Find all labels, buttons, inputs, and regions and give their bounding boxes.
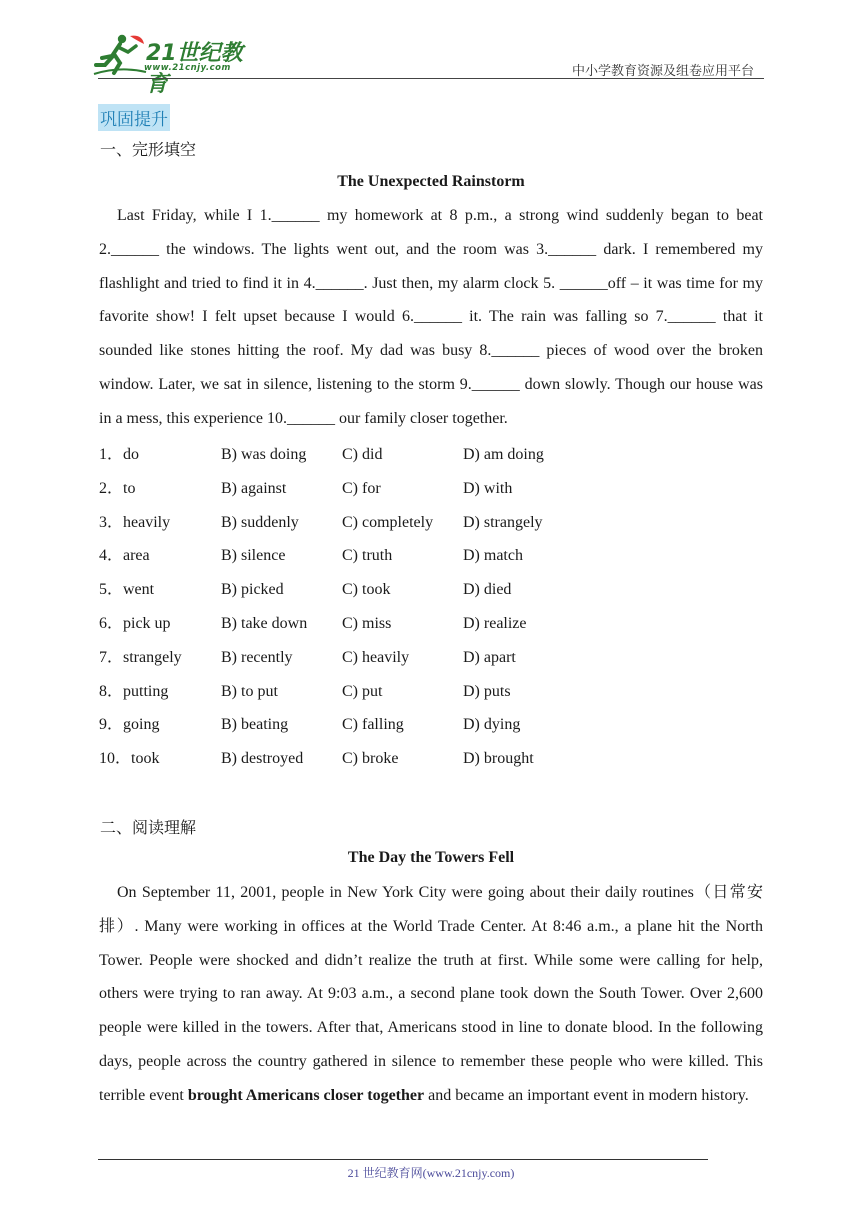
option-d: D) realize — [463, 614, 527, 632]
option-row — [99, 675, 659, 709]
option-row — [99, 472, 659, 506]
option-b: B) against — [221, 479, 287, 497]
part2-passage — [99, 876, 763, 1113]
page-footer: 21 世纪教育网(www.21cnjy.com) — [347, 1166, 515, 1180]
option-b: B) was doing — [221, 446, 307, 463]
page-header — [0, 0, 860, 97]
option-row — [99, 539, 659, 573]
reading-passage — [99, 876, 763, 1113]
site-logo — [92, 32, 262, 97]
option-d: D) strangely — [463, 513, 543, 531]
option-c: C) took — [342, 581, 391, 599]
option-d: D) puts — [463, 682, 511, 700]
option-b: B) recently — [221, 648, 293, 666]
option-d: D) brought — [463, 750, 534, 768]
option-row — [99, 708, 659, 742]
option-a: 2．to — [99, 479, 136, 497]
logo-text: 21世纪教育 — [146, 41, 243, 97]
option-a: 9．going — [99, 716, 160, 734]
option-b: B) destroyed — [221, 750, 304, 768]
option-a: 6．pick up — [99, 614, 171, 632]
passage-text-start: On September 11, 2001, people in New York City were going about their daily routines（日常安排）. Many were working in offices at the World Trade Center. At 8:46 a.m., a plane hit the North Tower. People were shocked and didn’t realize the truth at first. While some were calling for help, others were trying to ran away. At 9:03 a.m., a second plane took down the South Tower. Over 2,600 people were killed in the towers. After that, Americans stood in line to donate blood. In the following days, people across the country gathered in silence to remember these people who were killed. This terrible event — [99, 884, 763, 1104]
option-a: 10．took — [99, 750, 160, 768]
option-d: D) match — [463, 547, 523, 565]
option-d: D) with — [463, 479, 513, 497]
option-b: B) suddenly — [221, 513, 299, 531]
option-a: 3．heavily — [99, 513, 171, 531]
option-a: 5．went — [99, 581, 155, 599]
section-tag: 巩固提升 — [98, 104, 170, 131]
option-c: C) completely — [342, 513, 434, 531]
part1-title: The Unexpected Rainstorm — [337, 173, 525, 190]
platform-name: 中小学教育资源及组卷应用平台 — [571, 63, 754, 78]
option-c: C) did — [342, 446, 383, 463]
part2-heading: 二、阅读理解 — [100, 818, 197, 837]
option-c: C) put — [342, 682, 383, 700]
option-b: B) take down — [221, 614, 308, 632]
option-a: 1．do — [99, 446, 140, 463]
passage-text-end: and became an important event in modern history. — [424, 1086, 749, 1104]
option-c: C) broke — [342, 750, 399, 768]
option-d: D) died — [463, 581, 512, 599]
option-row — [99, 506, 659, 540]
option-a: 4．area — [99, 547, 150, 565]
header-divider — [98, 78, 764, 79]
runner-logo-icon — [92, 32, 148, 78]
passage-bold-phrase: brought Americans closer together — [187, 1086, 425, 1104]
logo-url: www.21cnjy.com — [144, 63, 231, 73]
option-d: D) dying — [463, 716, 521, 734]
part1-passage — [99, 199, 763, 436]
option-b: B) beating — [221, 716, 289, 734]
option-b: B) silence — [221, 547, 286, 565]
option-c: C) miss — [342, 614, 392, 632]
option-d: D) apart — [463, 648, 516, 666]
footer-divider — [98, 1159, 708, 1160]
option-c: C) truth — [342, 547, 393, 565]
option-row — [99, 438, 659, 472]
option-row — [99, 607, 659, 641]
option-a: 7．strangely — [99, 648, 182, 666]
option-c: C) heavily — [342, 648, 410, 666]
part1-heading: 一、完形填空 — [100, 140, 197, 159]
option-row — [99, 641, 659, 675]
option-a: 8．putting — [99, 682, 169, 700]
option-c: C) for — [342, 479, 381, 497]
option-b: B) picked — [221, 581, 284, 599]
part2-title: The Day the Towers Fell — [347, 849, 515, 866]
option-row — [99, 742, 659, 776]
option-b: B) to put — [221, 682, 278, 700]
options-list — [99, 438, 659, 776]
option-row — [99, 573, 659, 607]
cloze-passage: Last Friday, while I 1.______ my homework at 8 p.m., a strong wind suddenly began to beat 2.______ the windows. The lights went out, and the room was 3.______ dark. I remembered my flashlight and tried to find it in 4.______. Just then, my alarm clock 5. ______off – it was time for my favorite show! I felt upset because I would 6.______ it. The rain was falling so 7.______ that it sounded like stones hitting the roof. My dad was busy 8.______ pieces of wood over the broken window. Later, we sat in silence, listening to the storm 9.______ down slowly. Though our house was in a mess, this experience 10.______ our family closer together. — [99, 207, 763, 427]
option-d: D) am doing — [463, 446, 544, 463]
option-c: C) falling — [342, 716, 404, 734]
